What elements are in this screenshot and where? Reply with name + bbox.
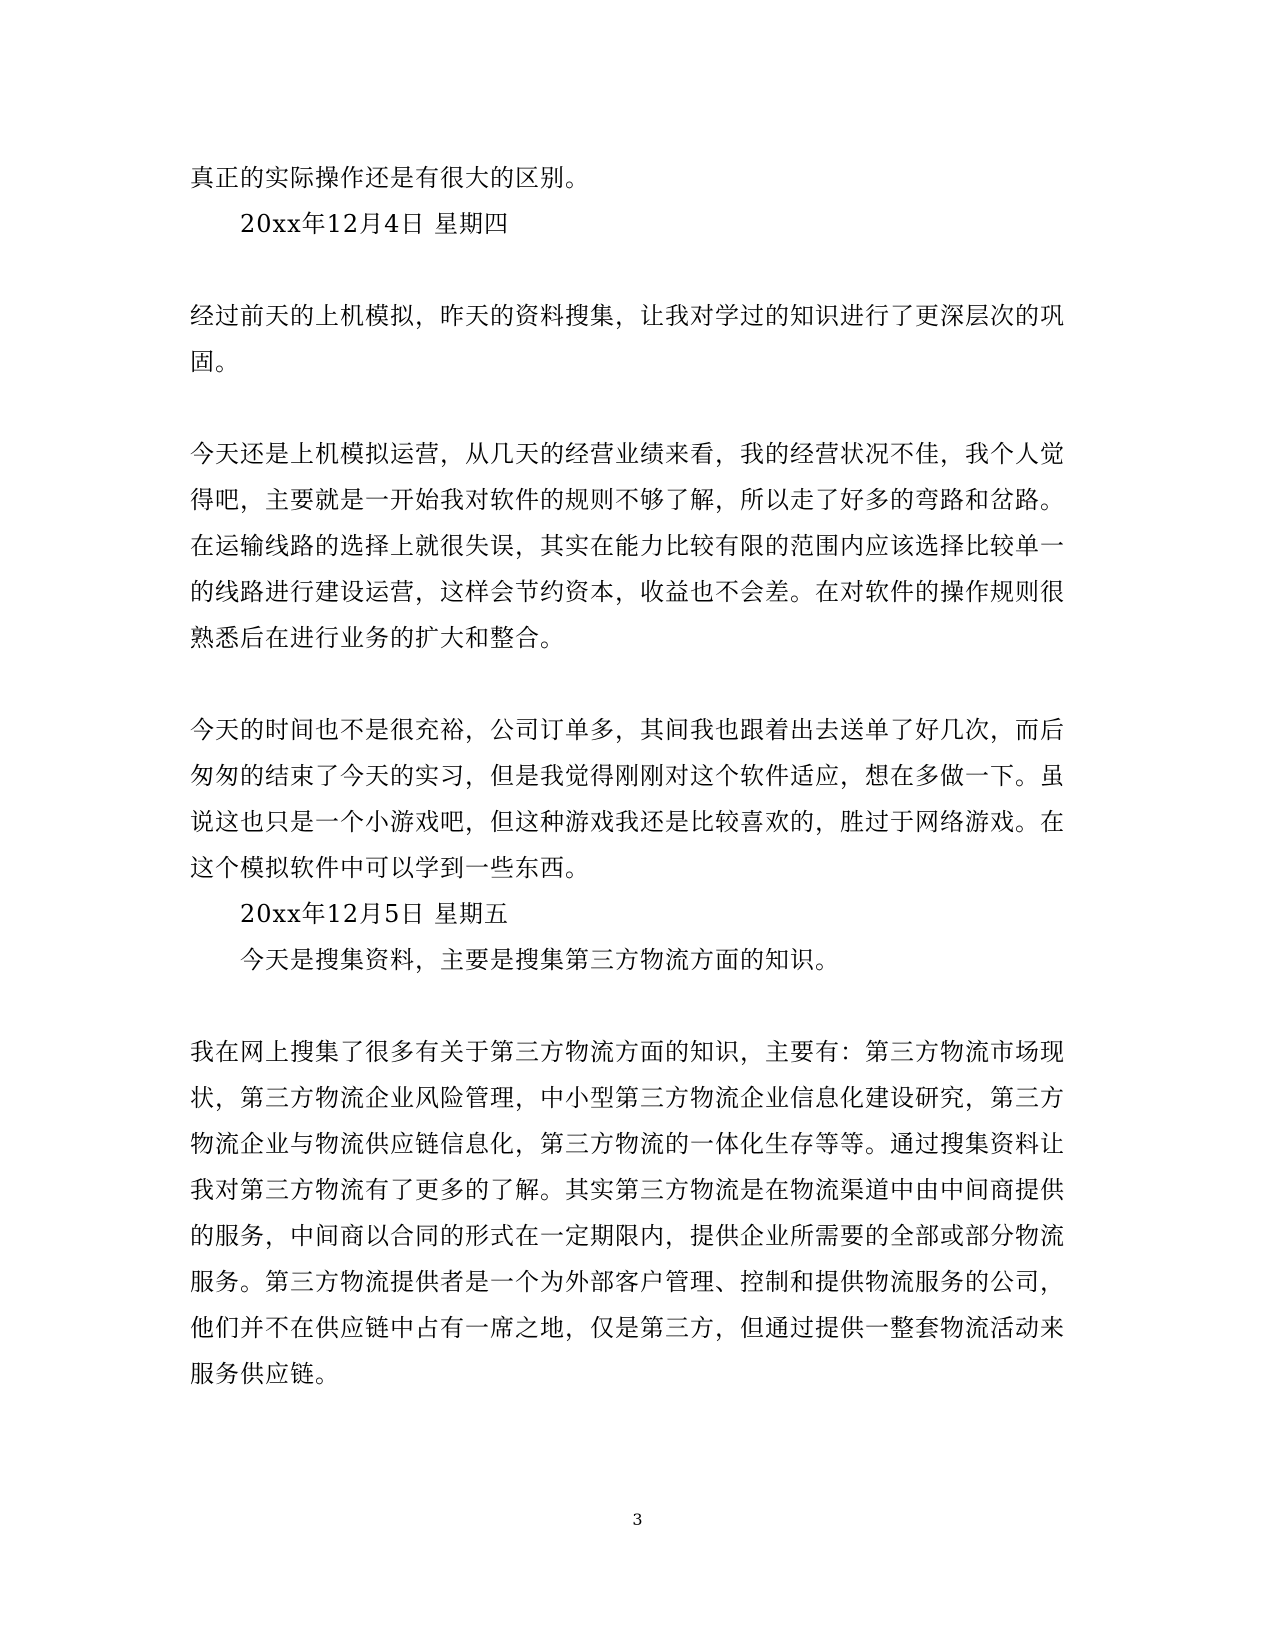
text-line: 匆匆的结束了今天的实习，但是我觉得刚刚对这个软件适应，想在多做一下。虽: [190, 762, 1065, 790]
text-line: 说这也只是一个小游戏吧，但这种游戏我还是比较喜欢的，胜过于网络游戏。在: [190, 808, 1065, 836]
text-line: 固。: [190, 348, 240, 376]
text-line: 今天的时间也不是很充裕，公司订单多，其间我也跟着出去送单了好几次，而后: [190, 716, 1065, 744]
text-line: 这个模拟软件中可以学到一些东西。: [190, 854, 590, 882]
text-line: 得吧，主要就是一开始我对软件的规则不够了解，所以走了好多的弯路和岔路。: [190, 486, 1065, 514]
text-line: 熟悉后在进行业务的扩大和整合。: [190, 624, 565, 652]
text-line: 在运输线路的选择上就很失误，其实在能力比较有限的范围内应该选择比较单一: [190, 532, 1065, 560]
text-line: 他们并不在供应链中占有一席之地，仅是第三方，但通过提供一整套物流活动来: [190, 1314, 1065, 1342]
text-line: 物流企业与物流供应链信息化，第三方物流的一体化生存等等。通过搜集资料让: [190, 1130, 1065, 1158]
text-line: 我在网上搜集了很多有关于第三方物流方面的知识，主要有：第三方物流市场现: [190, 1038, 1065, 1066]
text-line: 我对第三方物流有了更多的了解。其实第三方物流是在物流渠道中由中间商提供: [190, 1176, 1065, 1204]
date-heading: 20xx年12月5日 星期五: [240, 900, 510, 928]
text-line: 的线路进行建设运营，这样会节约资本，收益也不会差。在对软件的操作规则很: [190, 578, 1065, 606]
text-line: 经过前天的上机模拟，昨天的资料搜集，让我对学过的知识进行了更深层次的巩: [190, 302, 1065, 330]
text-line: 今天是搜集资料，主要是搜集第三方物流方面的知识。: [240, 946, 840, 974]
date-heading: 20xx年12月4日 星期四: [240, 210, 510, 238]
text-line: 状，第三方物流企业风险管理，中小型第三方物流企业信息化建设研究，第三方: [190, 1084, 1065, 1112]
text-line: 服务供应链。: [190, 1360, 340, 1388]
page-number: 3: [632, 1510, 643, 1529]
text-line: 的服务，中间商以合同的形式在一定期限内，提供企业所需要的全部或部分物流: [190, 1222, 1065, 1250]
text-line: 今天还是上机模拟运营，从几天的经营业绩来看，我的经营状况不佳，我个人觉: [190, 440, 1065, 468]
text-line: 真正的实际操作还是有很大的区别。: [190, 164, 590, 192]
text-line: 服务。第三方物流提供者是一个为外部客户管理、控制和提供物流服务的公司，: [190, 1268, 1065, 1296]
